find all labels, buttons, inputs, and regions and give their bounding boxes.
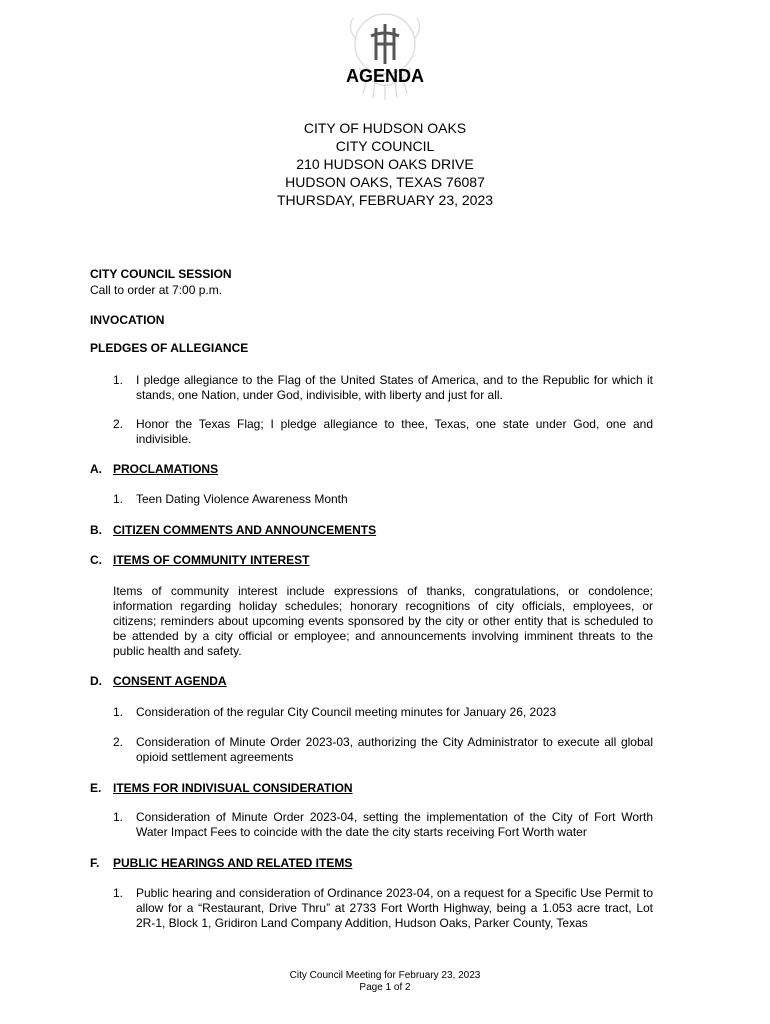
agenda-title: AGENDA xyxy=(345,66,424,86)
item-text: Consideration of Minute Order 2023-03, authorizing the City Administrator to execute all global opioid settlement agreements xyxy=(136,735,653,764)
section-f-heading xyxy=(90,856,353,870)
item-number: 2. xyxy=(113,735,124,749)
item-number: 2. xyxy=(113,417,124,431)
section-letter: D. xyxy=(90,674,102,688)
proclamation-item-1 xyxy=(113,492,653,507)
item-number: 1. xyxy=(113,705,124,719)
community-interest-paragraph: Items of community interest include expressions of thanks, congratulations, or condolence; information regarding holiday schedules; honorary recognitions of city officials, employees, or citizens; reminders about upcoming events sponsored by the city or other entity that is scheduled to be attended by a city official or employee; and announcements involving imminent threats to the public health and safety. xyxy=(113,584,653,658)
pledges-heading: PLEDGES OF ALLEGIANCE xyxy=(90,341,249,355)
item-number: 1. xyxy=(113,492,124,506)
section-b-heading xyxy=(90,523,377,537)
item-number: 1. xyxy=(113,886,124,900)
footer-page-number: Page 1 of 2 xyxy=(359,982,411,993)
section-title: PROCLAMATIONS xyxy=(113,462,219,476)
individual-item-1 xyxy=(113,810,653,840)
city-state-line: HUDSON OAKS, TEXAS 76087 xyxy=(285,174,485,190)
item-text: I pledge allegiance to the Flag of the United States of America, and to the Republic for which it stands, one Nation, under God, indivisible, with liberty and just for all. xyxy=(136,373,653,402)
section-e-heading xyxy=(90,781,353,795)
section-letter: B. xyxy=(90,523,102,537)
council-name: CITY COUNCIL xyxy=(335,138,435,154)
section-letter: E. xyxy=(90,781,102,795)
section-letter: C. xyxy=(90,553,102,567)
section-a-heading xyxy=(90,462,219,476)
section-title: PUBLIC HEARINGS AND RELATED ITEMS xyxy=(113,856,353,870)
section-c-heading xyxy=(90,553,310,567)
pledge-item-1 xyxy=(113,373,653,403)
item-text: Teen Dating Violence Awareness Month xyxy=(136,492,348,506)
invocation-heading: INVOCATION xyxy=(90,313,165,327)
section-title: CITIZEN COMMENTS AND ANNOUNCEMENTS xyxy=(113,523,377,537)
item-text: Honor the Texas Flag; I pledge allegiance to thee, Texas, one state under God, one and indivisible. xyxy=(136,417,653,446)
consent-item-1 xyxy=(113,705,653,720)
item-number: 1. xyxy=(113,373,124,387)
session-title: CITY COUNCIL SESSION xyxy=(90,267,232,281)
call-to-order: Call to order at 7:00 p.m. xyxy=(90,283,223,297)
section-letter: A. xyxy=(90,462,102,476)
section-letter: F. xyxy=(90,856,100,870)
hudson-oaks-monogram-logo-icon xyxy=(345,8,425,104)
section-d-heading xyxy=(90,674,227,688)
section-title: ITEMS OF COMMUNITY INTEREST xyxy=(113,553,310,567)
section-title: CONSENT AGENDA xyxy=(113,674,227,688)
item-text: Public hearing and consideration of Ordinance 2023-04, on a request for a Specific Use Permit to allow for a “Restaurant, Drive Thru” at 2733 Fort Worth Highway, being a 1.053 acre tract, Lot 2R-1, Block 1, Gridiron Land Company Addition, Hudson Oaks, Parker County, Texas xyxy=(136,886,653,930)
footer-meeting: City Council Meeting for February 23, 2023 xyxy=(289,970,481,981)
consent-item-2 xyxy=(113,735,653,765)
hearing-item-1 xyxy=(113,886,653,931)
city-name: CITY OF HUDSON OAKS xyxy=(303,120,467,136)
page-footer xyxy=(0,970,770,994)
item-number: 1. xyxy=(113,810,124,824)
meeting-date: THURSDAY, FEBRUARY 23, 2023 xyxy=(276,192,494,208)
item-text: Consideration of Minute Order 2023-04, setting the implementation of the City of Fort Worth Water Impact Fees to coincide with the date the city starts receiving Fort Worth water xyxy=(136,810,653,839)
pledge-item-2 xyxy=(113,417,653,447)
address-line: 210 HUDSON OAKS DRIVE xyxy=(296,156,474,172)
section-title: ITEMS FOR INDIVISUAL CONSIDERATION xyxy=(113,781,353,795)
item-text: Consideration of the regular City Council meeting minutes for January 26, 2023 xyxy=(136,705,557,719)
